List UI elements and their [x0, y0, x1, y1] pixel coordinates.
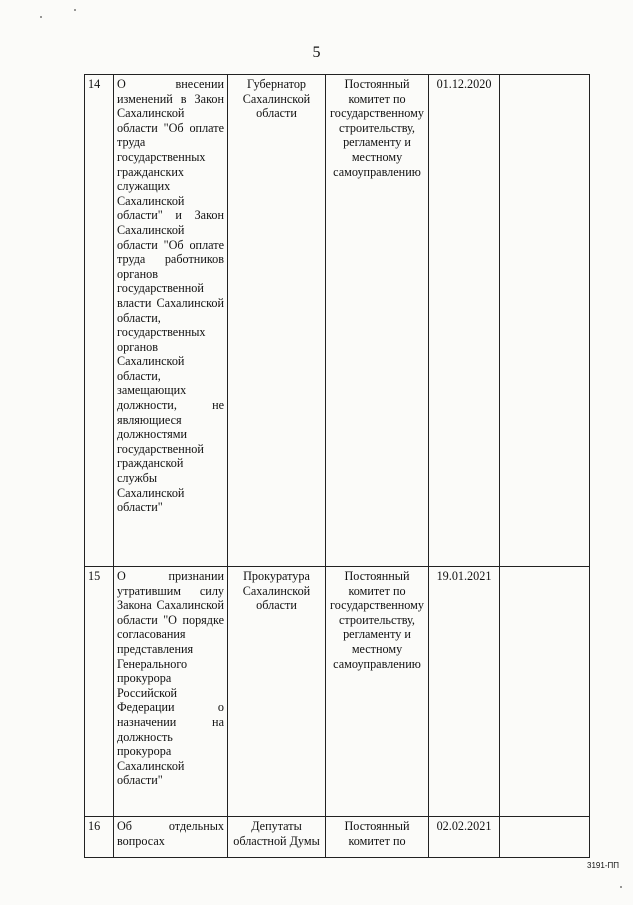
bill-title: О внесении изменений в Закон Сахалинской области "Об оплате труда государственных гражданских служащих Сахалинской области" и Закон Сахалинской области "Об оплате труда работников органов государственной власти Сахалинской области, государственных органов Сахалинской области, замещающих должности, не являющиеся должностями государственной гражданской службы Сахалинской области"	[114, 75, 228, 567]
bill-initiator: Депутаты областной Думы	[228, 817, 326, 858]
document-code: 3191-ПП	[587, 861, 619, 870]
bill-initiator: Губернатор Сахалинской области	[228, 75, 326, 567]
table-row	[85, 817, 590, 858]
scan-speck	[40, 16, 42, 18]
scan-speck	[74, 9, 76, 11]
receipt-date: 19.01.2021	[429, 567, 500, 817]
scan-speck	[620, 886, 622, 888]
extra-cell	[500, 817, 590, 858]
bill-initiator: Прокуратура Сахалинской области	[228, 567, 326, 817]
responsible-committee: Постоянный комитет по	[326, 817, 429, 858]
row-number: 14	[85, 75, 114, 567]
page-number: 5	[312, 44, 321, 61]
receipt-date: 01.12.2020	[429, 75, 500, 567]
table-row	[85, 567, 590, 817]
responsible-committee: Постоянный комитет по государственному строительству, регламенту и местному самоуправлению	[326, 567, 429, 817]
extra-cell	[500, 75, 590, 567]
row-number: 15	[85, 567, 114, 817]
bill-title: О признании утратившим силу Закона Сахалинской области "О порядке согласования представления Генерального прокурора Российской Федерации о назначении на должность прокурора Сахалинской области"	[114, 567, 228, 817]
row-number: 16	[85, 817, 114, 858]
extra-cell	[500, 567, 590, 817]
bills-table	[84, 74, 590, 858]
receipt-date: 02.02.2021	[429, 817, 500, 858]
table-row	[85, 75, 590, 567]
responsible-committee: Постоянный комитет по государственному строительству, регламенту и местному самоуправлению	[326, 75, 429, 567]
bill-title: Об отдельных вопросах	[114, 817, 228, 858]
